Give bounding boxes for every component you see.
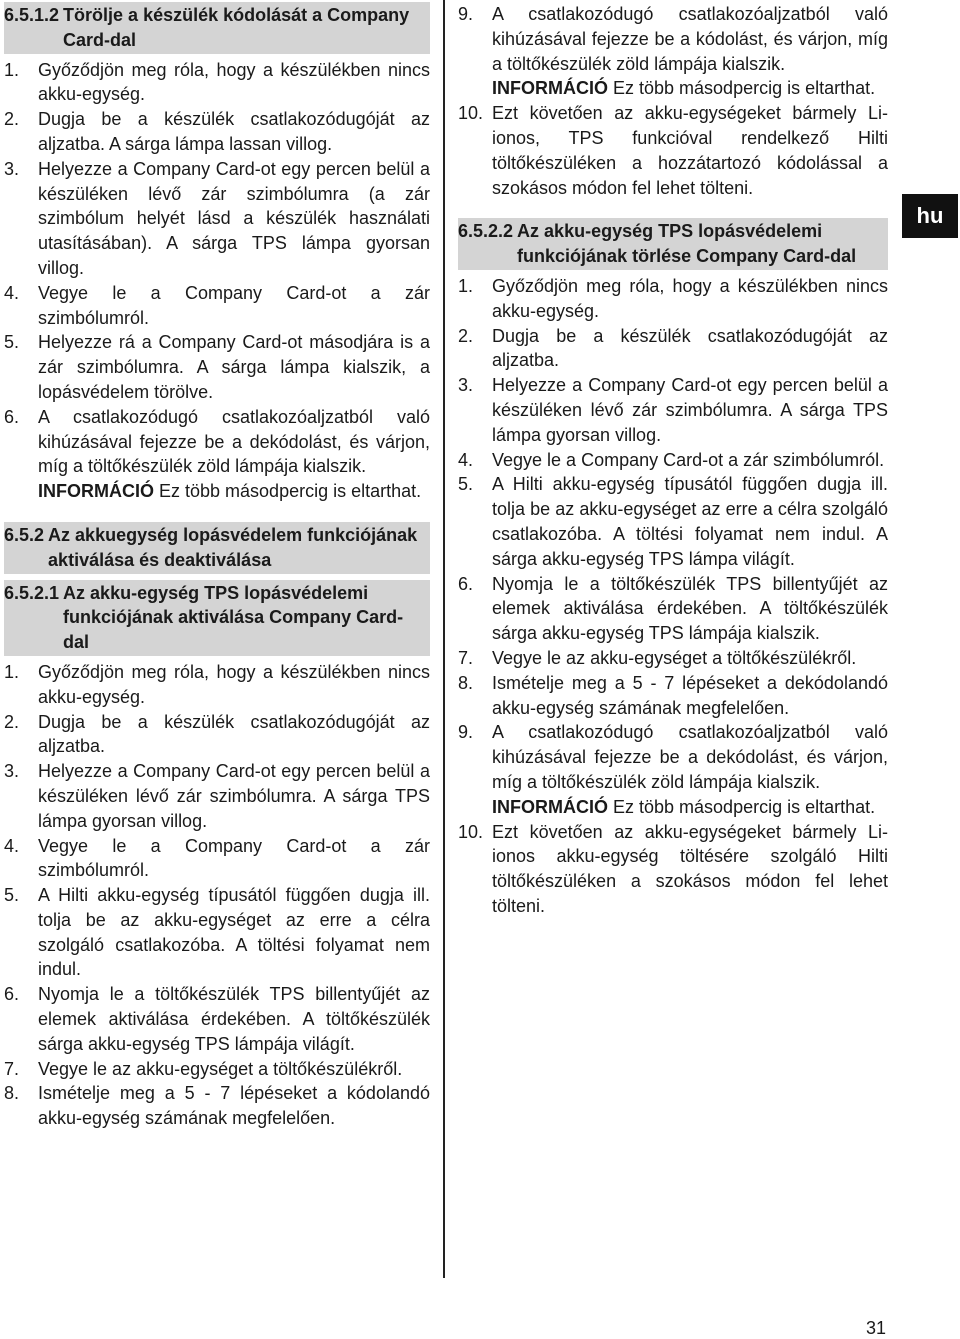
step-text-block <box>492 646 888 671</box>
step-number: 9. <box>458 4 474 24</box>
step-number: 6. <box>458 573 474 594</box>
step-number: 3. <box>458 375 474 396</box>
step-text: Ezt követően az akku-egységeket bármely Li-ionos akku-egység töltésére szolgáló Hilti töltőkészüléken a szokásos módon fel lehet tölteni. <box>492 821 888 916</box>
step-text-block <box>38 157 430 281</box>
step-text-block <box>492 324 888 374</box>
step-text-block <box>38 982 430 1056</box>
step-item <box>458 101 888 200</box>
step-number: 5. <box>458 474 474 495</box>
step-text-block <box>492 472 888 571</box>
step-text-block <box>492 671 888 721</box>
step-text: Vegye le a Company Card-ot a zár szimbólumról. <box>38 835 430 881</box>
step-list <box>4 58 430 504</box>
step-item <box>4 1081 430 1131</box>
step-number: 10. <box>458 821 484 842</box>
language-badge: hu <box>902 194 958 238</box>
step-text: Vegye le az akku-egységet a töltőkészülékről. <box>492 647 857 668</box>
step-text-block <box>492 274 888 324</box>
section-number: 6.5.1.2 <box>4 5 60 25</box>
step-item <box>458 472 888 571</box>
section-title: Az akku-egység TPS lopásvédelemi funkciójának aktiválása Company Card-dal <box>63 582 404 653</box>
step-item <box>458 274 888 324</box>
step-item <box>458 820 888 919</box>
step-number: 3. <box>4 761 20 782</box>
step-text-block <box>38 107 430 157</box>
step-item <box>4 834 430 884</box>
step-number: 7. <box>458 647 474 668</box>
step-text-block <box>38 58 430 108</box>
step-number: 2. <box>4 711 20 732</box>
section-title: Az akku-egység TPS lopásvédelemi funkciójának törlése Company Card-dal <box>517 221 857 267</box>
step-text: Ismételje meg a 5 - 7 lépéseket a dekódolandó akku-egység számának megfelelően. <box>492 672 888 718</box>
step-item <box>4 710 430 760</box>
step-text-block <box>492 101 888 200</box>
info-label: INFORMÁCIÓ <box>492 78 608 99</box>
step-text-block <box>492 572 888 646</box>
right-column <box>458 2 888 919</box>
step-text: Helyezze a Company Card-ot egy percen belül a készüléken lévő zár szimbólumra (a zár szimbólum helyét lásd a készülék használati utasításában). A sárga TPS lámpa gyorsan villog. <box>38 158 430 278</box>
step-number: 4. <box>4 282 20 303</box>
step-item <box>4 330 430 404</box>
section-heading-6-5-2-2 <box>458 218 888 270</box>
info-label: INFORMÁCIÓ <box>38 481 154 502</box>
step-text: A csatlakozódugó csatlakozóaljzatból való kihúzásával fejezze be a dekódolást, és várjon, míg a töltőkészülék zöld lámpája kialszik. <box>492 722 888 792</box>
step-text-block <box>492 720 888 819</box>
section-number: 6.5.2 <box>4 524 45 545</box>
step-text: Vegye le a Company Card-ot a zár szimbólumról. <box>492 449 885 470</box>
info-note <box>492 795 888 820</box>
step-number: 8. <box>4 1083 20 1104</box>
step-number: 1. <box>4 59 20 80</box>
step-text: Dugja be a készülék csatlakozódugóját az aljzatba. A sárga lámpa lassan villog. <box>38 109 430 154</box>
section-title: Törölje a készülék kódolását a Company Card-dal <box>63 5 410 50</box>
step-number: 2. <box>458 325 474 346</box>
info-text: Ez több másodpercig is eltarthat. <box>608 796 876 817</box>
step-number: 3. <box>4 158 20 179</box>
info-label: INFORMÁCIÓ <box>492 796 608 817</box>
left-column <box>4 2 430 1131</box>
step-number: 7. <box>4 1058 20 1079</box>
section-number: 6.5.2.1 <box>4 582 60 603</box>
step-item <box>4 660 430 710</box>
step-list <box>4 660 430 1131</box>
step-list <box>458 2 888 200</box>
step-text: Dugja be a készülék csatlakozódugóját az aljzatba. <box>492 325 888 371</box>
section-title: Az akkuegység lopásvédelem funkciójának aktiválása és deaktiválása <box>48 524 418 570</box>
step-number: 6. <box>4 406 20 427</box>
step-number: 2. <box>4 109 20 130</box>
step-text-block <box>492 373 888 447</box>
step-number: 9. <box>458 722 474 743</box>
step-text: Győződjön meg róla, hogy a készülékben nincs akku-egység. <box>492 275 888 321</box>
step-text-block <box>492 2 888 101</box>
info-text: Ez több másodpercig is eltarthat. <box>608 78 876 99</box>
step-item <box>458 646 888 671</box>
page-number: 31 <box>866 1318 887 1338</box>
step-text: Dugja be a készülék csatlakozódugóját az aljzatba. <box>38 711 430 757</box>
section-heading-6-5-1-2 <box>4 2 430 54</box>
step-text-block <box>38 1081 430 1131</box>
step-item <box>4 107 430 157</box>
step-number: 8. <box>458 672 474 693</box>
step-item <box>458 671 888 721</box>
step-item <box>4 58 430 108</box>
step-number: 1. <box>458 275 474 296</box>
step-item <box>4 759 430 833</box>
step-number: 4. <box>4 835 20 856</box>
step-text: Helyezze rá a Company Card-ot másodjára is a zár szimbólumra. A sárga lámpa kialszik, a lopásvédelem törölve. <box>38 332 430 402</box>
step-number: 1. <box>4 661 20 682</box>
step-text-block <box>38 660 430 710</box>
step-text: Helyezze a Company Card-ot egy percen belül a készüléken lévő zár szimbólumra. A sárga TPS lámpa gyorsan villog. <box>492 375 888 445</box>
step-text: Vegye le a Company Card-ot a zár szimbólumról. <box>38 282 430 328</box>
step-item <box>458 373 888 447</box>
step-text: Győződjön meg róla, hogy a készülékben nincs akku-egység. <box>38 661 430 707</box>
step-item <box>458 324 888 374</box>
step-item <box>4 157 430 281</box>
step-text-block <box>38 759 430 833</box>
step-text: A Hilti akku-egység típusától függően dugja ill. tolja be az akku-egységet az erre a célra szolgáló csatlakozóba. A töltési folyamat nem indul. <box>38 885 430 980</box>
step-number: 4. <box>458 449 474 470</box>
step-item <box>4 281 430 331</box>
section-number: 6.5.2.2 <box>458 221 514 242</box>
step-item <box>4 883 430 982</box>
section-heading-6-5-2 <box>4 522 430 574</box>
step-text: Nyomja le a töltőkészülék TPS billentyűjét az elemek aktiválása érdekében. A töltőkészülék sárga akku-egység TPS lámpája kialszik. <box>492 573 888 644</box>
step-text-block <box>492 448 888 473</box>
step-text-block <box>38 834 430 884</box>
step-text: A Hilti akku-egység típusától függően dugja ill. tolja be az akku-egységet az erre a célra szolgáló csatlakozóba. A töltési folyamat nem indul. A sárga akku-egység TPS lámpa világít. <box>492 474 888 569</box>
step-number: 5. <box>4 332 20 353</box>
step-item <box>458 572 888 646</box>
step-item <box>458 2 888 101</box>
section-heading-6-5-2-1 <box>4 580 430 656</box>
step-text: Ismételje meg a 5 - 7 lépéseket a kódolandó akku-egység számának megfelelően. <box>38 1083 430 1129</box>
step-list <box>458 274 888 919</box>
step-item <box>458 720 888 819</box>
info-note <box>492 76 888 101</box>
step-text: A csatlakozódugó csatlakozóaljzatból való kihúzásával fejezze be a kódolást, és várjon, míg a töltőkészülék zöld lámpája kialszik. <box>492 4 888 74</box>
step-number: 5. <box>4 885 20 906</box>
step-number: 10. <box>458 103 484 124</box>
step-text-block <box>38 330 430 404</box>
step-text-block <box>38 281 430 331</box>
step-number: 6. <box>4 984 20 1005</box>
column-divider <box>443 0 445 1278</box>
step-item <box>458 448 888 473</box>
step-text: Ezt követően az akku-egységeket bármely Li-ionos, TPS funkcióval rendelkező Hilti töltőkészüléken a hozzátartozó kódolással a szokásos módon fel lehet tölteni. <box>492 103 888 198</box>
info-text: Ez több másodpercig is eltarthat. <box>154 481 422 502</box>
step-text-block <box>38 405 430 504</box>
step-item <box>4 405 430 504</box>
step-text-block <box>38 883 430 982</box>
step-text: Helyezze a Company Card-ot egy percen belül a készüléken lévő zár szimbólumra. A sárga TPS lámpa gyorsan villog. <box>38 761 430 831</box>
step-item <box>4 982 430 1056</box>
info-note <box>38 479 430 504</box>
step-text: A csatlakozódugó csatlakozóaljzatból való kihúzásával fejezze be a dekódolást, és várjon, míg a töltőkészülék zöld lámpája kialszik. <box>38 406 430 477</box>
step-text-block <box>38 710 430 760</box>
step-text: Győződjön meg róla, hogy a készülékben nincs akku-egység. <box>38 59 430 105</box>
step-item <box>4 1057 430 1082</box>
step-text: Nyomja le a töltőkészülék TPS billentyűjét az elemek aktiválása érdekében. A töltőkészülék sárga akku-egység TPS lámpája világít. <box>38 984 430 1054</box>
step-text: Vegye le az akku-egységet a töltőkészülékről. <box>38 1058 403 1079</box>
step-text-block <box>492 820 888 919</box>
step-text-block <box>38 1057 430 1082</box>
